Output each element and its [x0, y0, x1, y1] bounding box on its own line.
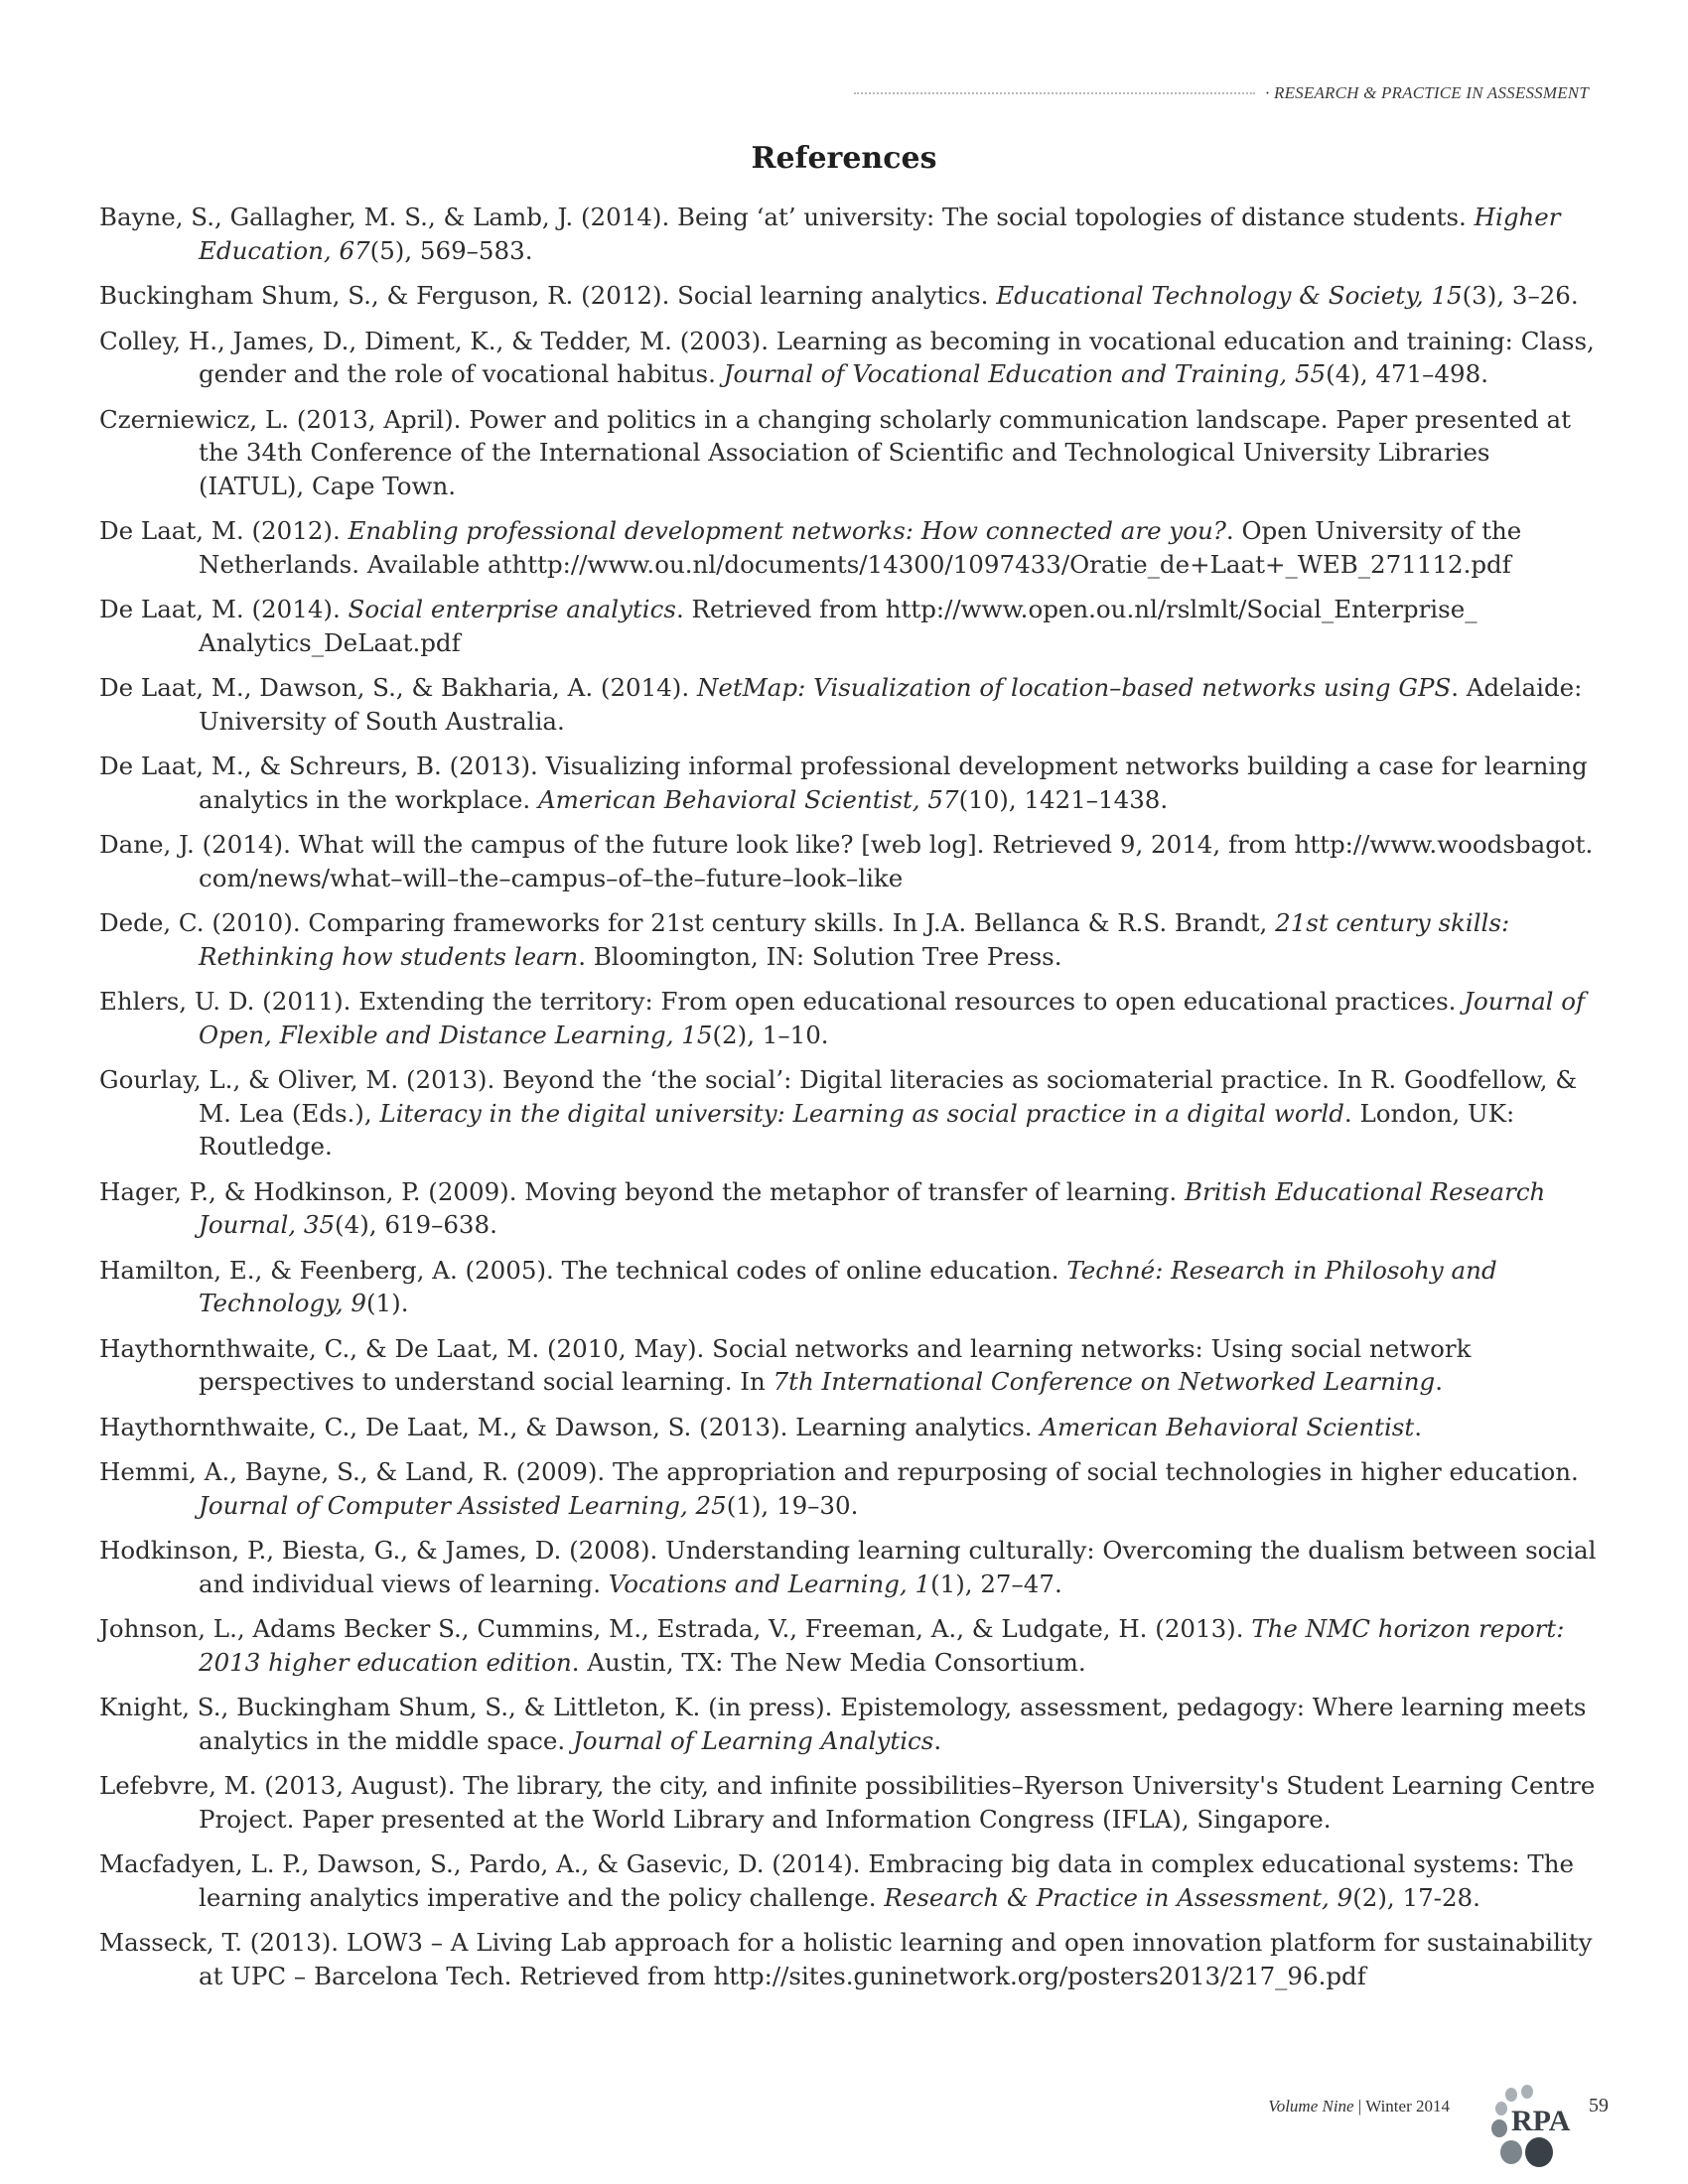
reference-entry	[99, 1411, 1599, 1444]
logo-petal	[1505, 2088, 1517, 2102]
reference-text: Ehlers, U. D. (2011). Extending the territory: From open educational resources to open educational practices.	[99, 987, 1465, 1016]
reference-text: De Laat, M., & Schreurs, B. (2013). Visualizing informal professional development networks building a case for learning analytics in the workplace.	[99, 751, 1588, 814]
issue-info	[1268, 2097, 1450, 2116]
reference-text: Hamilton, E., & Feenberg, A. (2005). The technical codes of online education.	[99, 1255, 1067, 1285]
reference-source-title: Journal of Open, Flexible and Distance Learning, 15	[199, 987, 1586, 1049]
reference-text: De Laat, M., Dawson, S., & Bakharia, A. (2014).	[99, 673, 697, 702]
reference-entry	[99, 828, 1599, 894]
reference-text: Colley, H., James, D., Diment, K., & Tedder, M. (2003). Learning as becoming in vocational education and training: Class, gender and the role of vocational habitus.	[99, 326, 1595, 388]
reference-entry	[99, 1926, 1599, 1992]
reference-text: Lefebvre, M. (2013, August). The library, the city, and infinite possibilities–Ryerson University's Student Learning Centre Project. Paper presented at the World Library and Information Congress (IFLA), Singapore.	[99, 1771, 1596, 1834]
reference-source-title: Literacy in the digital university: Learning as social practice in a digital world	[379, 1098, 1344, 1128]
reference-text: (2), 1–10.	[712, 1020, 829, 1049]
reference-text: (2), 17-28.	[1352, 1882, 1480, 1912]
reference-entry	[99, 325, 1599, 391]
logo-petal	[1491, 2119, 1507, 2137]
reference-entry	[99, 1254, 1599, 1320]
reference-entry	[99, 1455, 1599, 1522]
reference-source-title: Vocations and Learning, 1	[608, 1569, 931, 1598]
reference-text: (5), 569–583.	[369, 235, 533, 265]
reference-entry	[99, 1769, 1599, 1836]
issue-label: Winter 2014	[1365, 2097, 1450, 2116]
reference-text: (1), 27–47.	[930, 1569, 1062, 1598]
reference-text: Haythornthwaite, C., & De Laat, M. (2010, May). Social networks and learning networks: Using social network perspectives to understand social learning. In	[99, 1333, 1472, 1396]
reference-entry	[99, 1691, 1599, 1757]
reference-entry	[99, 279, 1599, 313]
reference-text: Czerniewicz, L. (2013, April). Power and politics in a changing scholarly communication landscape. Paper presented at the 34th Conference of the International Association of Scientific and Technological University Libraries (IATUL), Cape Town.	[99, 404, 1571, 500]
reference-text: .	[1435, 1367, 1444, 1396]
reference-source-title: 21st century skills: Rethinking how students learn	[199, 908, 1510, 971]
reference-text: (4), 619–638.	[335, 1210, 497, 1239]
reference-text: . Retrieved from http://www.open.ou.nl/rslmlt/Social_Enterprise_ Analytics_DeLaat.pdf	[199, 595, 1477, 657]
reference-source-title: The NMC horizon report: 2013 higher education edition	[199, 1614, 1565, 1677]
reference-text: Hodkinson, P., Biesta, G., & James, D. (2008). Understanding learning culturally: Overcoming the dualism between social and individual views of learning.	[99, 1536, 1597, 1598]
reference-entry	[99, 514, 1599, 581]
reference-source-title: Journal of Vocational Education and Training, 55	[723, 359, 1327, 388]
reference-text: Buckingham Shum, S., & Ferguson, R. (2012). Social learning analytics.	[99, 281, 997, 310]
issue-separator: |	[1353, 2097, 1366, 2116]
reference-text: Masseck, T. (2013). LOW3 – A Living Lab approach for a holistic learning and open innovation platform for sustainability at UPC – Barcelona Tech. Retrieved from http://sites.guninetwork.org/posters2013/217_96.pdf	[99, 1928, 1593, 1990]
reference-text: . Adelaide: University of South Australia.	[199, 673, 1583, 736]
reference-text: De Laat, M. (2012).	[99, 516, 349, 545]
reference-text: Gourlay, L., & Oliver, M. (2013). Beyond the ‘the social’: Digital literacies as sociomaterial practice. In R. Goodfellow, & M. Lea (Eds.),	[99, 1065, 1578, 1128]
reference-source-title: Social enterprise analytics	[348, 595, 676, 623]
reference-text: . Bloomington, IN: Solution Tree Press.	[578, 941, 1062, 971]
logo-petal	[1521, 2085, 1533, 2099]
volume-label: Volume Nine	[1268, 2097, 1354, 2116]
page-title: References	[751, 141, 937, 176]
reference-entry	[99, 1534, 1599, 1600]
reference-text: Hager, P., & Hodkinson, P. (2009). Moving beyond the metaphor of transfer of learning.	[99, 1176, 1186, 1206]
reference-text: (10), 1421–1438.	[958, 784, 1169, 814]
reference-entry	[99, 906, 1599, 973]
reference-text: Haythornthwaite, C., De Laat, M., & Dawson, S. (2013). Learning analytics.	[99, 1412, 1041, 1441]
reference-text: (3), 3–26.	[1462, 281, 1579, 310]
reference-text: (1).	[366, 1289, 409, 1317]
reference-text: Macfadyen, L. P., Dawson, S., Pardo, A., & Gasevic, D. (2014). Embracing big data in complex educational systems: The learning analytics imperative and the policy challenge.	[99, 1849, 1575, 1912]
reference-source-title: Higher Education, 67	[199, 203, 1561, 265]
reference-source-title: 7th International Conference on Networked Learning	[773, 1367, 1436, 1396]
rpa-logo-icon	[1489, 2085, 1579, 2174]
reference-source-title: Enabling professional development networks: How connected are you?	[348, 516, 1226, 545]
reference-source-title: American Behavioral Scientist	[1040, 1412, 1415, 1441]
reference-source-title: Educational Technology & Society, 15	[996, 281, 1463, 310]
reference-source-title: NetMap: Visualization of location–based networks using GPS	[696, 673, 1452, 702]
reference-source-title: Techné: Research in Philosohy and Technology, 9	[199, 1255, 1497, 1317]
reference-text: Dane, J. (2014). What will the campus of the future look like? [web log]. Retrieved 9, 2014, from http://www.woodsbagot. com/news/what–will–the–campus–of–the–future–look–like	[99, 830, 1594, 892]
reference-source-title: Journal of Computer Assisted Learning, 25	[199, 1490, 727, 1520]
reference-text: . Austin, TX: The New Media Consortium.	[571, 1647, 1086, 1677]
reference-text: Hemmi, A., Bayne, S., & Land, R. (2009). The appropriation and repurposing of social technologies in higher education.	[99, 1457, 1579, 1486]
running-header	[854, 81, 1589, 105]
reference-source-title: British Educational Research Journal, 35	[199, 1176, 1546, 1239]
reference-entry	[99, 1847, 1599, 1914]
reference-source-title: American Behavioral Scientist, 57	[537, 784, 959, 814]
journal-running-title: · RESEARCH & PRACTICE IN ASSESSMENT	[1265, 83, 1589, 102]
reference-entry	[99, 403, 1599, 503]
reference-entry	[99, 750, 1599, 816]
reference-text: De Laat, M. (2014).	[99, 595, 349, 623]
reference-text: . Open University of the Netherlands. Available athttp://www.ou.nl/documents/14300/1097433/Oratie_de+Laat+_WEB_271112.pdf	[199, 516, 1522, 579]
logo-petal	[1495, 2102, 1507, 2116]
reference-text: . London, UK: Routledge.	[199, 1098, 1515, 1160]
reference-text: Knight, S., Buckingham Shum, S., & Littleton, K. (in press). Epistemology, assessment, pedagogy: Where learning meets analytics in the middle space.	[99, 1693, 1587, 1755]
reference-entry	[99, 1063, 1599, 1163]
reference-entry	[99, 671, 1599, 738]
reference-text: Johnson, L., Adams Becker S., Cummins, M., Estrada, V., Freeman, A., & Ludgate, H. (2013).	[99, 1614, 1252, 1643]
logo-petal	[1500, 2140, 1522, 2164]
reference-source-title: Research & Practice in Assessment, 9	[884, 1882, 1353, 1912]
reference-text: .	[933, 1725, 942, 1755]
reference-text: .	[1414, 1412, 1422, 1441]
page-number: 59	[1589, 2095, 1609, 2116]
reference-text: Dede, C. (2010). Comparing frameworks for 21st century skills. In J.A. Bellanca & R.S. Brandt,	[99, 908, 1276, 937]
reference-entry	[99, 1612, 1599, 1679]
reference-entry	[99, 1332, 1599, 1399]
reference-text: Bayne, S., Gallagher, M. S., & Lamb, J. (2014). Being ‘at’ university: The social topologies of distance students.	[99, 203, 1475, 231]
reference-entry	[99, 593, 1599, 659]
reference-text: (4), 471–498.	[1326, 359, 1488, 388]
reference-entry	[99, 985, 1599, 1051]
reference-text: (1), 19–30.	[726, 1490, 859, 1520]
reference-entry	[99, 1175, 1599, 1242]
reference-source-title: Journal of Learning Analytics	[572, 1725, 934, 1755]
reference-entry	[99, 201, 1599, 267]
dotted-leader	[854, 92, 1255, 94]
logo-petal	[1525, 2137, 1553, 2167]
page-footer	[1152, 2085, 1609, 2174]
logo-wordmark: RPA	[1511, 2105, 1571, 2137]
reference-list	[99, 201, 1599, 2004]
